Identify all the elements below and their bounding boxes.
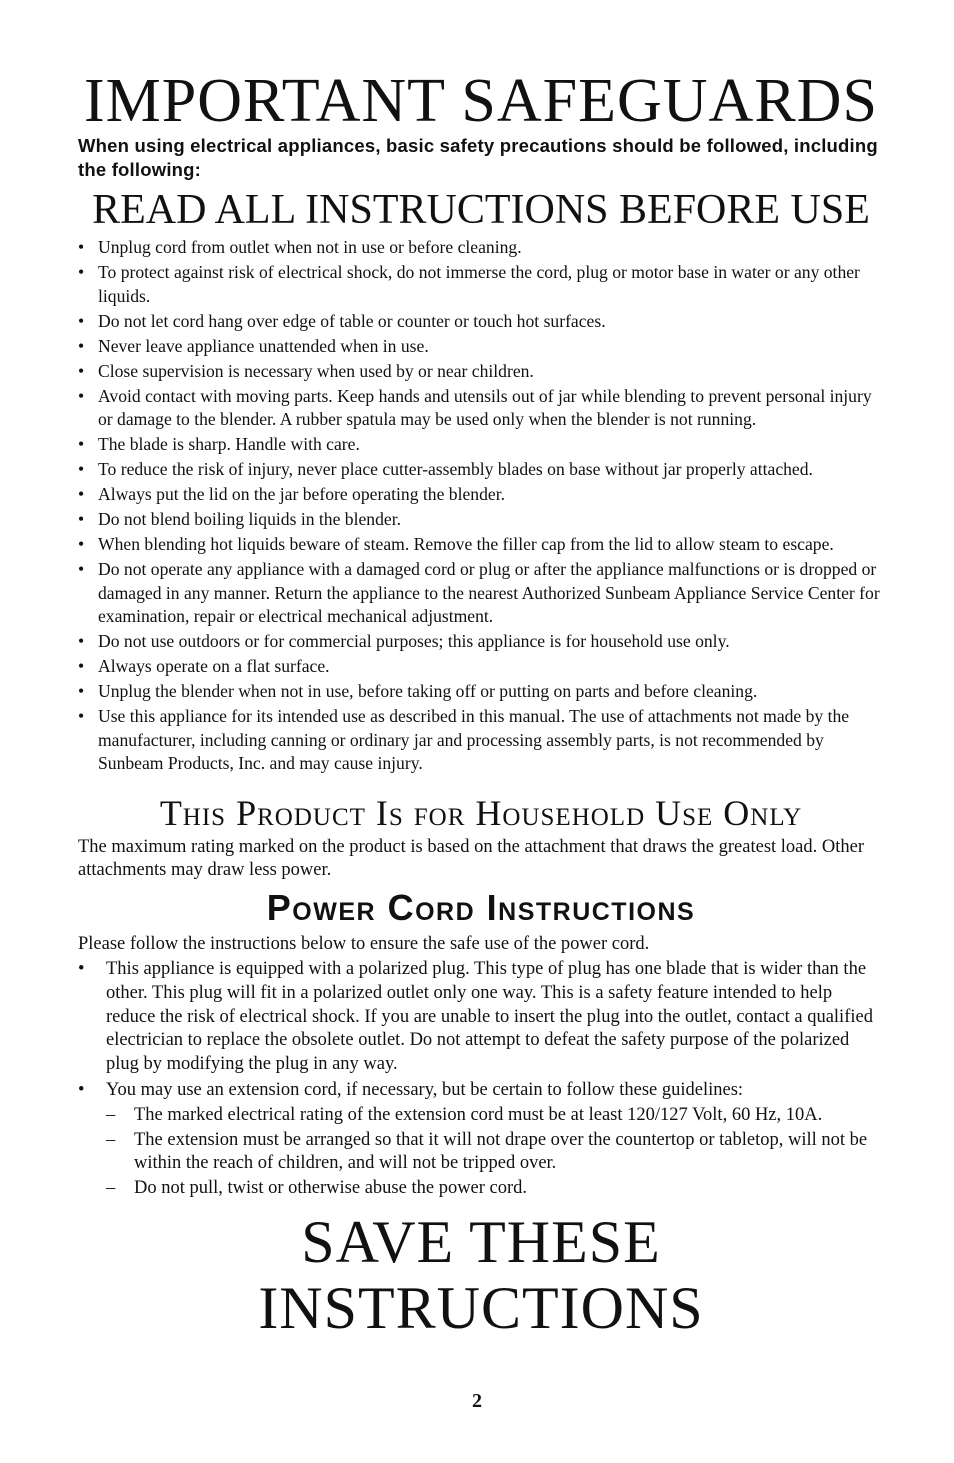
list-item: • Unplug the blender when not in use, before taking off or putting on parts and before cleaning.	[78, 680, 884, 704]
safeguards-list	[78, 236, 884, 776]
manual-page	[78, 68, 884, 1341]
list-item-text: You may use an extension cord, if necessary, but be certain to follow these guidelines:	[106, 1079, 744, 1100]
power-cord-intro: Please follow the instructions below to ensure the safe use of the power cord.	[78, 933, 650, 954]
power-cord-list	[78, 958, 884, 1201]
page-title: IMPORTANT SAFEGUARDS	[84, 67, 878, 135]
list-item: • Do not use outdoors or for commercial purposes; this appliance is for household use only.	[78, 630, 884, 654]
list-item: • To protect against risk of electrical shock, do not immerse the cord, plug or motor base in water or any other liquids.	[78, 261, 884, 308]
list-item: • Unplug cord from outlet when not in use or before cleaning.	[78, 236, 884, 260]
save-instructions-heading: SAVE THESE INSTRUCTIONS	[258, 1208, 704, 1341]
list-item: – The marked electrical rating of the extension cord must be at least 120/127 Volt, 60 Hz, 10A.	[106, 1104, 884, 1128]
list-item: • Do not operate any appliance with a damaged cord or plug or after the appliance malfunctions or is dropped or damaged in any manner. Return the appliance to the nearest Authorized Sunbeam Appliance Service Center for examination, repair or electrical mechanical adjustment.	[78, 558, 884, 629]
household-use-text: The maximum rating marked on the product is based on the attachment that draws the greatest load. Other attachments may draw less power.	[78, 836, 865, 880]
list-item: – The extension must be arranged so that it will not drape over the countertop or tabletop, will not be within the reach of children, and will not be tripped over.	[106, 1129, 884, 1177]
extension-guidelines-list	[106, 1104, 884, 1201]
list-item: • This appliance is equipped with a polarized plug. This type of plug has one blade that is wider than the other. This plug will fit in a polarized outlet only one way. This is a safety feature intended to help reduce the risk of electrical shock. If you are unable to insert the plug into the outlet, contact a qualified electrician to replace the obsolete outlet. Do not attempt to defeat the safety purpose of the polarized plug by modifying the plug in any way.	[78, 958, 884, 1077]
list-item: • Do not blend boiling liquids in the blender.	[78, 508, 884, 532]
list-item: • Never leave appliance unattended when in use.	[78, 335, 884, 359]
list-item: • To reduce the risk of injury, never place cutter-assembly blades on base without jar properly attached.	[78, 458, 884, 482]
list-item: • The blade is sharp. Handle with care.	[78, 433, 884, 457]
list-item: • Always put the lid on the jar before operating the blender.	[78, 483, 884, 507]
list-item: • When blending hot liquids beware of steam. Remove the filler cap from the lid to allow steam to escape.	[78, 533, 884, 557]
power-cord-heading: Power Cord Instructions	[266, 886, 696, 928]
list-item: • Always operate on a flat surface.	[78, 655, 884, 679]
list-item: • Do not let cord hang over edge of table or counter or touch hot surfaces.	[78, 310, 884, 334]
intro-text: When using electrical appliances, basic safety precautions should be followed, including the following:	[78, 135, 878, 180]
list-item: • Close supervision is necessary when used by or near children.	[78, 360, 884, 384]
list-item: • Use this appliance for its intended use as described in this manual. The use of attachments not made by the manufacturer, including canning or ordinary jar and processing assembly parts, is not recommended by Sunbeam Products, Inc. and may cause injury.	[78, 705, 884, 776]
page-number: 2	[472, 1390, 482, 1412]
list-item	[78, 1079, 884, 1201]
list-item: • Avoid contact with moving parts. Keep hands and utensils out of jar while blending to prevent personal injury or damage to the blender. A rubber spatula may be used only when the blender is not running.	[78, 385, 884, 432]
household-use-heading: This Product Is for Household Use Only	[159, 792, 803, 833]
read-instructions-heading: READ ALL INSTRUCTIONS BEFORE USE	[92, 187, 870, 233]
list-item: – Do not pull, twist or otherwise abuse the power cord.	[106, 1177, 884, 1201]
